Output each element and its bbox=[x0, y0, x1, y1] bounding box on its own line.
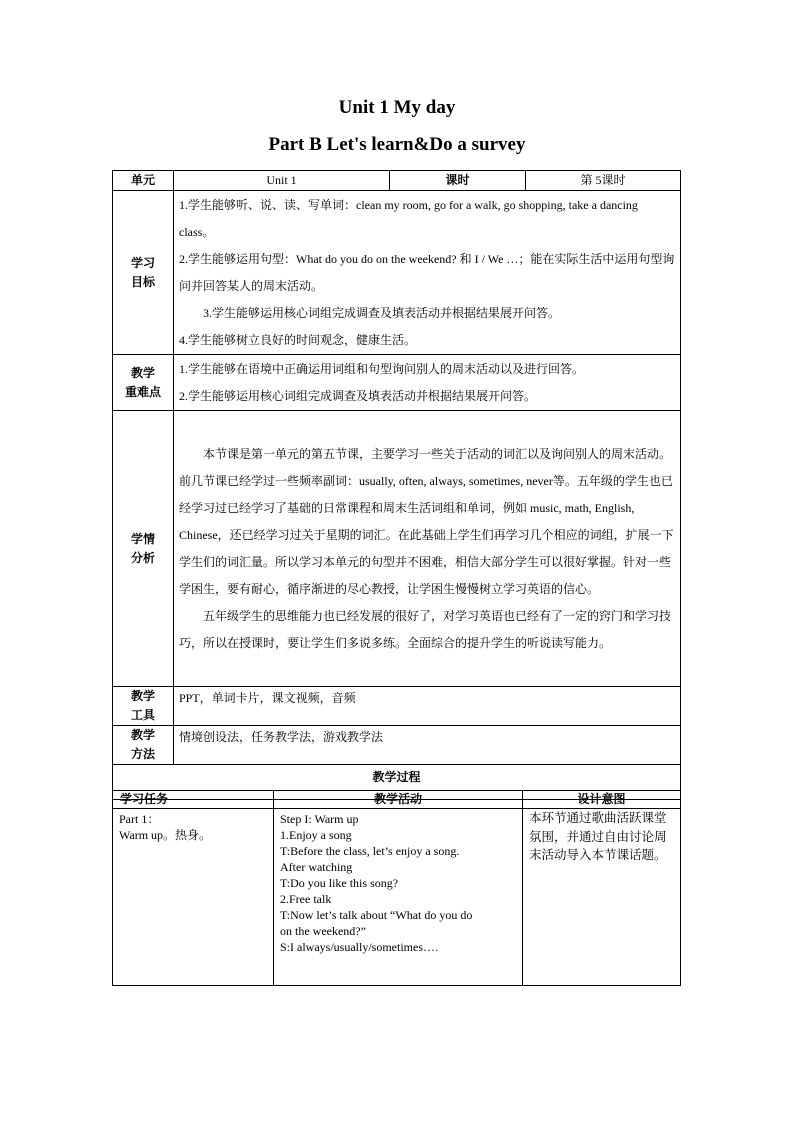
document-title: Unit 1 My day bbox=[338, 97, 456, 118]
objective-item: 1.学生能够听、说、读、写单词：clean my room, go for a walk, go shopping, take a dancing class。 bbox=[179, 197, 638, 239]
analysis-label-line2: 分析 bbox=[130, 550, 155, 565]
task-line: Warm up。热身。 bbox=[119, 828, 212, 842]
activity-line: 1.Enjoy a song bbox=[280, 828, 352, 842]
tools-label-line2: 工具 bbox=[130, 708, 155, 722]
objective-item: 4.学生能够树立良好的时间观念，健康生活。 bbox=[179, 332, 417, 347]
methods-content: 情境创设法，任务教学法，游戏教学法 bbox=[174, 726, 681, 765]
task-line: Part 1： bbox=[119, 812, 160, 826]
objectives-content bbox=[174, 191, 681, 355]
objectives-label-line2: 目标 bbox=[130, 274, 155, 289]
key-points-content bbox=[174, 355, 681, 411]
col-task-header: 学习任务 bbox=[113, 791, 274, 809]
activity-line: T:Do you like this song? bbox=[280, 876, 399, 890]
objective-item: 3.学生能够运用核心词组完成调查及填表活动并根据结果展开问答。 bbox=[203, 305, 561, 320]
activity-line: Step I: Warm up bbox=[280, 812, 359, 826]
methods-label bbox=[113, 726, 174, 765]
unit-value: Unit 1 bbox=[174, 171, 390, 191]
key-points-label-line2: 重难点 bbox=[124, 384, 161, 399]
analysis-paragraph: 本节课是第一单元的第五节课，主要学习一些关于活动的词汇以及询问别人的周末活动。前几节课已经学过一些频率副词：usually, often, always, sometimes, never等。五年级的学生也已经学习过已经学习了基础的日常课程和周末生活词组和单词，例如 music, math, English, Chinese，还已经学习过关于星期的词汇。在此基础上学生们再学习几个相应的词组，扩展一下学生们的词汇量。所以学习本单元的句型并不困难，相信大部分学生可以很好掌握。针对一些学困生，要有耐心，循序渐进的尽心教授，让学困生慢慢树立学习英语的信心。 bbox=[179, 446, 674, 596]
period-value: 第 5课时 bbox=[526, 171, 681, 191]
key-point-item: 1.学生能够在语境中正确运用词组和句型询问别人的周末活动以及进行回答。 bbox=[179, 361, 585, 376]
unit-label: 单元 bbox=[113, 171, 174, 191]
activity-line: S:I always/usually/sometimes…. bbox=[280, 940, 438, 954]
objectives-label bbox=[113, 191, 174, 355]
key-point-item: 2.学生能够运用核心词组完成调查及填表活动并根据结果展开问答。 bbox=[179, 388, 537, 403]
tools-label bbox=[113, 687, 174, 726]
tools-content: PPT，单词卡片，课文视频，音频 bbox=[174, 687, 681, 726]
key-points-label-line1: 教学 bbox=[130, 365, 155, 380]
process-header-row bbox=[113, 791, 681, 809]
objectives-row bbox=[113, 191, 681, 355]
period-label: 课时 bbox=[390, 171, 526, 191]
analysis-label-line1: 学情 bbox=[130, 531, 155, 546]
activity-cell bbox=[274, 809, 523, 986]
tools-row bbox=[113, 687, 681, 726]
process-row-part1 bbox=[113, 809, 681, 986]
tools-label-line1: 教学 bbox=[130, 689, 155, 703]
activity-line: After watching bbox=[280, 860, 353, 874]
design-cell: 本环节通过歌曲活跃课堂氛围，并通过自由讨论周末活动导入本节课话题。 bbox=[523, 809, 681, 986]
key-points-row bbox=[113, 355, 681, 411]
methods-row bbox=[113, 726, 681, 765]
analysis-row bbox=[113, 411, 681, 687]
document-subtitle: Part B Let's learn&Do a survey bbox=[268, 134, 526, 155]
methods-label-line2: 方法 bbox=[130, 747, 155, 761]
info-row bbox=[113, 171, 681, 191]
task-cell bbox=[113, 809, 274, 986]
analysis-content bbox=[174, 411, 681, 687]
process-table bbox=[112, 790, 681, 986]
lesson-plan-table bbox=[112, 170, 681, 800]
activity-line: T:Now let’s talk about “What do you do bbox=[280, 908, 473, 922]
methods-label-line1: 教学 bbox=[130, 728, 155, 742]
activity-line: on the weekend?” bbox=[280, 924, 366, 938]
col-design-header: 设计意图 bbox=[523, 791, 681, 809]
objectives-label-line1: 学习 bbox=[130, 255, 155, 270]
objective-item: 2.学生能够运用句型：What do you do on the weekend? 和 I / We …；能在实际生活中运用句型询问并回答某人的周末活动。 bbox=[179, 251, 675, 293]
analysis-label bbox=[113, 411, 174, 687]
process-heading: 教学过程 bbox=[113, 765, 681, 800]
key-points-label bbox=[113, 355, 174, 411]
col-activity-header: 教学活动 bbox=[274, 791, 523, 809]
activity-line: T:Before the class, let’s enjoy a song. bbox=[280, 844, 460, 858]
analysis-paragraph: 五年级学生的思维能力也已经发展的很好了，对学习英语也已经有了一定的窍门和学习技巧，所以在授课时，要让学生们多说多练。全面综合的提升学生的听说读写能力。 bbox=[179, 608, 672, 650]
activity-line: 2.Free talk bbox=[280, 892, 332, 906]
